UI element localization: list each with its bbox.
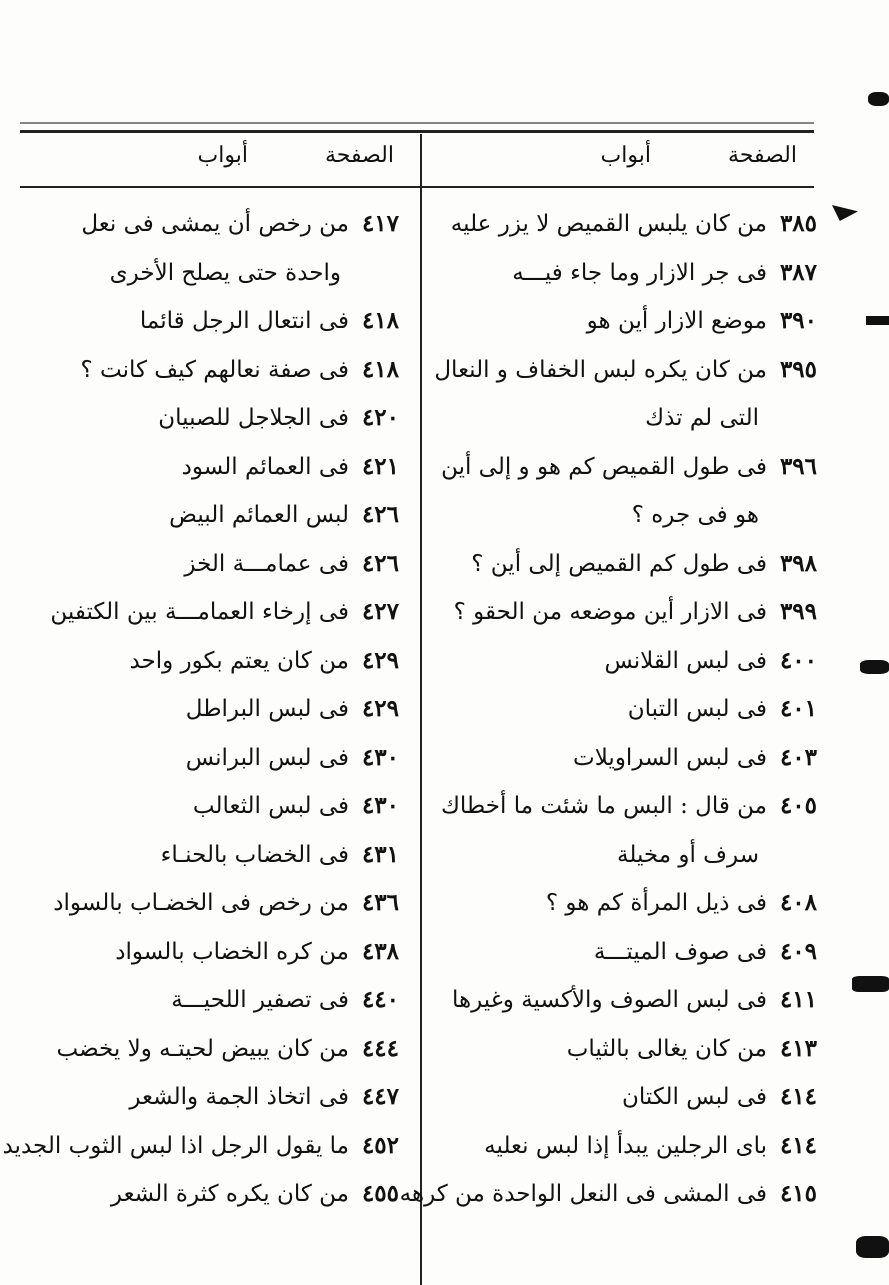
right-index-column (399, 200, 817, 1219)
index-entry (19, 346, 399, 395)
page-number: ٤٣١ (361, 840, 399, 868)
index-entry (434, 346, 817, 395)
chapter-title: فى لبس التبان (627, 696, 767, 722)
index-entry (450, 200, 817, 249)
page-number: ٤١٣ (779, 1034, 817, 1062)
right-column-header (577, 143, 797, 168)
index-entry (19, 928, 399, 977)
top-rule-thin (20, 122, 814, 124)
index-entry (19, 491, 399, 540)
chapter-title: فى طول القميص كم هو و إلى أين (441, 453, 767, 480)
chapter-title: ما يقول الرجل اذا لبس الثوب الجديد (2, 1132, 349, 1159)
page-number: ٣٩٠ (779, 307, 817, 334)
chapter-title: فى اتخاذ الجمة والشعر (129, 1084, 349, 1110)
page-number: ٤١٤ (779, 1131, 817, 1159)
page-label: الصفحة (324, 143, 394, 168)
chapter-title: واحدة حتى يصلح الأخرى (109, 259, 341, 286)
left-index-column (2, 200, 399, 1219)
chapter-title: من كان يكره لبس الخفاف و النعال (434, 356, 767, 383)
chapter-title: فى لبس الثعالب (192, 793, 349, 819)
top-rule-thick (20, 130, 814, 133)
scan-blot (866, 316, 889, 325)
page-number: ٤٢١ (361, 452, 399, 480)
index-entry (472, 637, 817, 686)
index-entry (19, 443, 399, 492)
chapter-title: لبس العمائم البيض (169, 502, 349, 528)
chapter-title: فى الخضاب بالحنـاء (160, 841, 349, 868)
page-number: ٤٢٧ (361, 598, 399, 625)
index-entry (19, 200, 399, 249)
page-number: ٤٣٠ (361, 792, 399, 819)
index-entry (472, 879, 817, 928)
index-entry (472, 1025, 817, 1074)
scan-blot (856, 1236, 889, 1258)
page-number: ٤٢٦ (361, 501, 399, 528)
page-number: ٤٢٦ (361, 549, 399, 577)
chapter-title: من كان يبيض لحيتـه ولا يخضب (56, 1035, 349, 1062)
chapter-title: من كان يغالى بالثياب (566, 1035, 767, 1062)
page-number: ٤٠٨ (779, 889, 817, 916)
chapter-title: فى الازار أين موضعه من الحقو ؟ (453, 599, 767, 625)
index-entry (399, 1170, 817, 1219)
chapter-title: فى انتعال الرجل قائما (139, 308, 349, 334)
index-entry (472, 297, 817, 346)
page-number: ٤١٤ (779, 1083, 817, 1110)
index-entry (2, 1122, 399, 1171)
index-entry (472, 1073, 817, 1122)
index-entry (19, 685, 399, 734)
index-entry (472, 1122, 817, 1171)
scan-blot (852, 976, 889, 992)
scan-blot (860, 660, 889, 674)
page-number: ٤٣٠ (361, 743, 399, 771)
page-number: ٤٤٤ (361, 1034, 399, 1062)
page-number: ٤٥٢ (361, 1131, 399, 1159)
chapter-title: فى لبس الكتان (622, 1084, 767, 1110)
chapter-title: فى لبس البرانس (185, 744, 349, 771)
page-number: ٤٤٧ (361, 1083, 399, 1110)
page-number: ٤١٨ (361, 307, 399, 334)
chapter-title: فى إرخاء العمامـــة بين الكتفين (50, 599, 349, 625)
index-entry (472, 491, 817, 540)
page-number: ٤٠٣ (779, 743, 817, 771)
index-entry (472, 928, 817, 977)
index-entry (19, 1025, 399, 1074)
index-entry (19, 297, 399, 346)
page-number: ٤٠٠ (779, 646, 817, 674)
chapter-title: فى صوف الميتـــة (593, 938, 767, 965)
chapter-title: فى العمائم السود (181, 453, 349, 480)
chapters-label: أبواب (600, 143, 651, 168)
page-number: ٣٩٥ (779, 355, 817, 383)
page-number: ٤٤٠ (361, 986, 399, 1013)
page-number: ٣٩٩ (779, 598, 817, 625)
page-number: ٣٨٧ (779, 258, 817, 286)
index-entry (19, 588, 399, 637)
scan-blot (868, 92, 889, 106)
chapter-title: فى ذيل المرأة كم هو ؟ (545, 890, 767, 916)
page-number: ٤١٥ (779, 1180, 817, 1207)
left-column-header (174, 143, 394, 168)
page-number: ٤٢٩ (361, 695, 399, 722)
chapter-title: باى الرجلين يبدأ إذا لبس نعليه (484, 1132, 767, 1159)
chapter-title: من رخص أن يمشى فى نعل (81, 211, 349, 237)
page-number: ٣٨٥ (779, 210, 817, 237)
column-divider (420, 134, 422, 1285)
index-entry (19, 1073, 399, 1122)
index-entry (19, 879, 399, 928)
chapter-title: فى طول كم القميص إلى أين ؟ (471, 550, 767, 577)
page-number: ٤٥٥ (361, 1180, 399, 1207)
index-entry (19, 831, 399, 880)
chapter-title: فى لبس الصوف والأكسية وغيرها (451, 987, 767, 1013)
index-entry (472, 249, 817, 298)
index-entry (440, 782, 817, 831)
chapter-title: موضع الازار أين هو (586, 308, 767, 334)
page-number: ٤١١ (779, 986, 817, 1013)
page-number: ٣٩٨ (779, 549, 817, 577)
chapter-title: فى الجلاجل للصبيان (158, 405, 349, 431)
page-number: ٤٣٨ (361, 937, 399, 965)
chapter-title: هو فى جره ؟ (631, 502, 759, 528)
chapter-title: التى لم تذك (645, 405, 759, 431)
index-entry (19, 249, 399, 298)
index-entry (472, 540, 817, 589)
page-number: ٤٢٠ (361, 404, 399, 431)
chapter-title: سرف أو مخيلة (617, 841, 759, 868)
index-entry (472, 831, 817, 880)
chapter-title: من كان يلبس القميص لا يزر عليه (450, 211, 767, 237)
index-entry (19, 782, 399, 831)
header-rule (20, 186, 814, 188)
chapter-title: فى لبس البراطل (185, 696, 349, 722)
chapter-title: من قال : البس ما شئت ما أخطاك (440, 793, 767, 819)
index-entry (472, 685, 817, 734)
page-number: ٤١٧ (361, 210, 399, 237)
index-entry (451, 976, 817, 1025)
chapter-title: فى صفة نعالهم كيف كانت ؟ (80, 356, 349, 383)
index-entry (19, 540, 399, 589)
index-entry (19, 976, 399, 1025)
chapter-title: من كره الخضاب بالسواد (115, 938, 349, 965)
chapter-title: من كان يكره كثرة الشعر (110, 1181, 349, 1207)
index-entry (19, 734, 399, 783)
index-entry (453, 588, 817, 637)
index-entry (19, 1170, 399, 1219)
page-number: ٤٣٦ (361, 889, 399, 916)
index-entry (441, 443, 817, 492)
index-entry (472, 734, 817, 783)
page-number: ٤٢٩ (361, 646, 399, 674)
chapter-title: من كان يعتم بكور واحد (129, 647, 349, 674)
chapter-title: فى جر الازار وما جاء فيـــه (512, 259, 767, 286)
chapter-title: فى عمامـــة الخز (184, 550, 349, 577)
index-entry (19, 394, 399, 443)
page-label: الصفحة (727, 143, 797, 168)
index-entry (472, 394, 817, 443)
chapter-title: فى لبس القلانس (604, 647, 767, 674)
chapter-title: فى المشى فى النعل الواحدة من كرهه (399, 1181, 767, 1207)
page-number: ٤٠٥ (779, 792, 817, 819)
page-number: ٤٠٩ (779, 937, 817, 965)
chapter-title: فى تصفير اللحيـــة (171, 987, 349, 1013)
chapters-label: أبواب (197, 143, 248, 168)
page-number: ٤١٨ (361, 355, 399, 383)
page-number: ٣٩٦ (779, 452, 817, 480)
index-entry (19, 637, 399, 686)
page-number: ٤٠١ (779, 695, 817, 722)
chapter-title: فى لبس السراويلات (573, 744, 767, 771)
chapter-title: من رخص فى الخضـاب بالسواد (53, 890, 349, 916)
scan-blot (832, 205, 858, 221)
